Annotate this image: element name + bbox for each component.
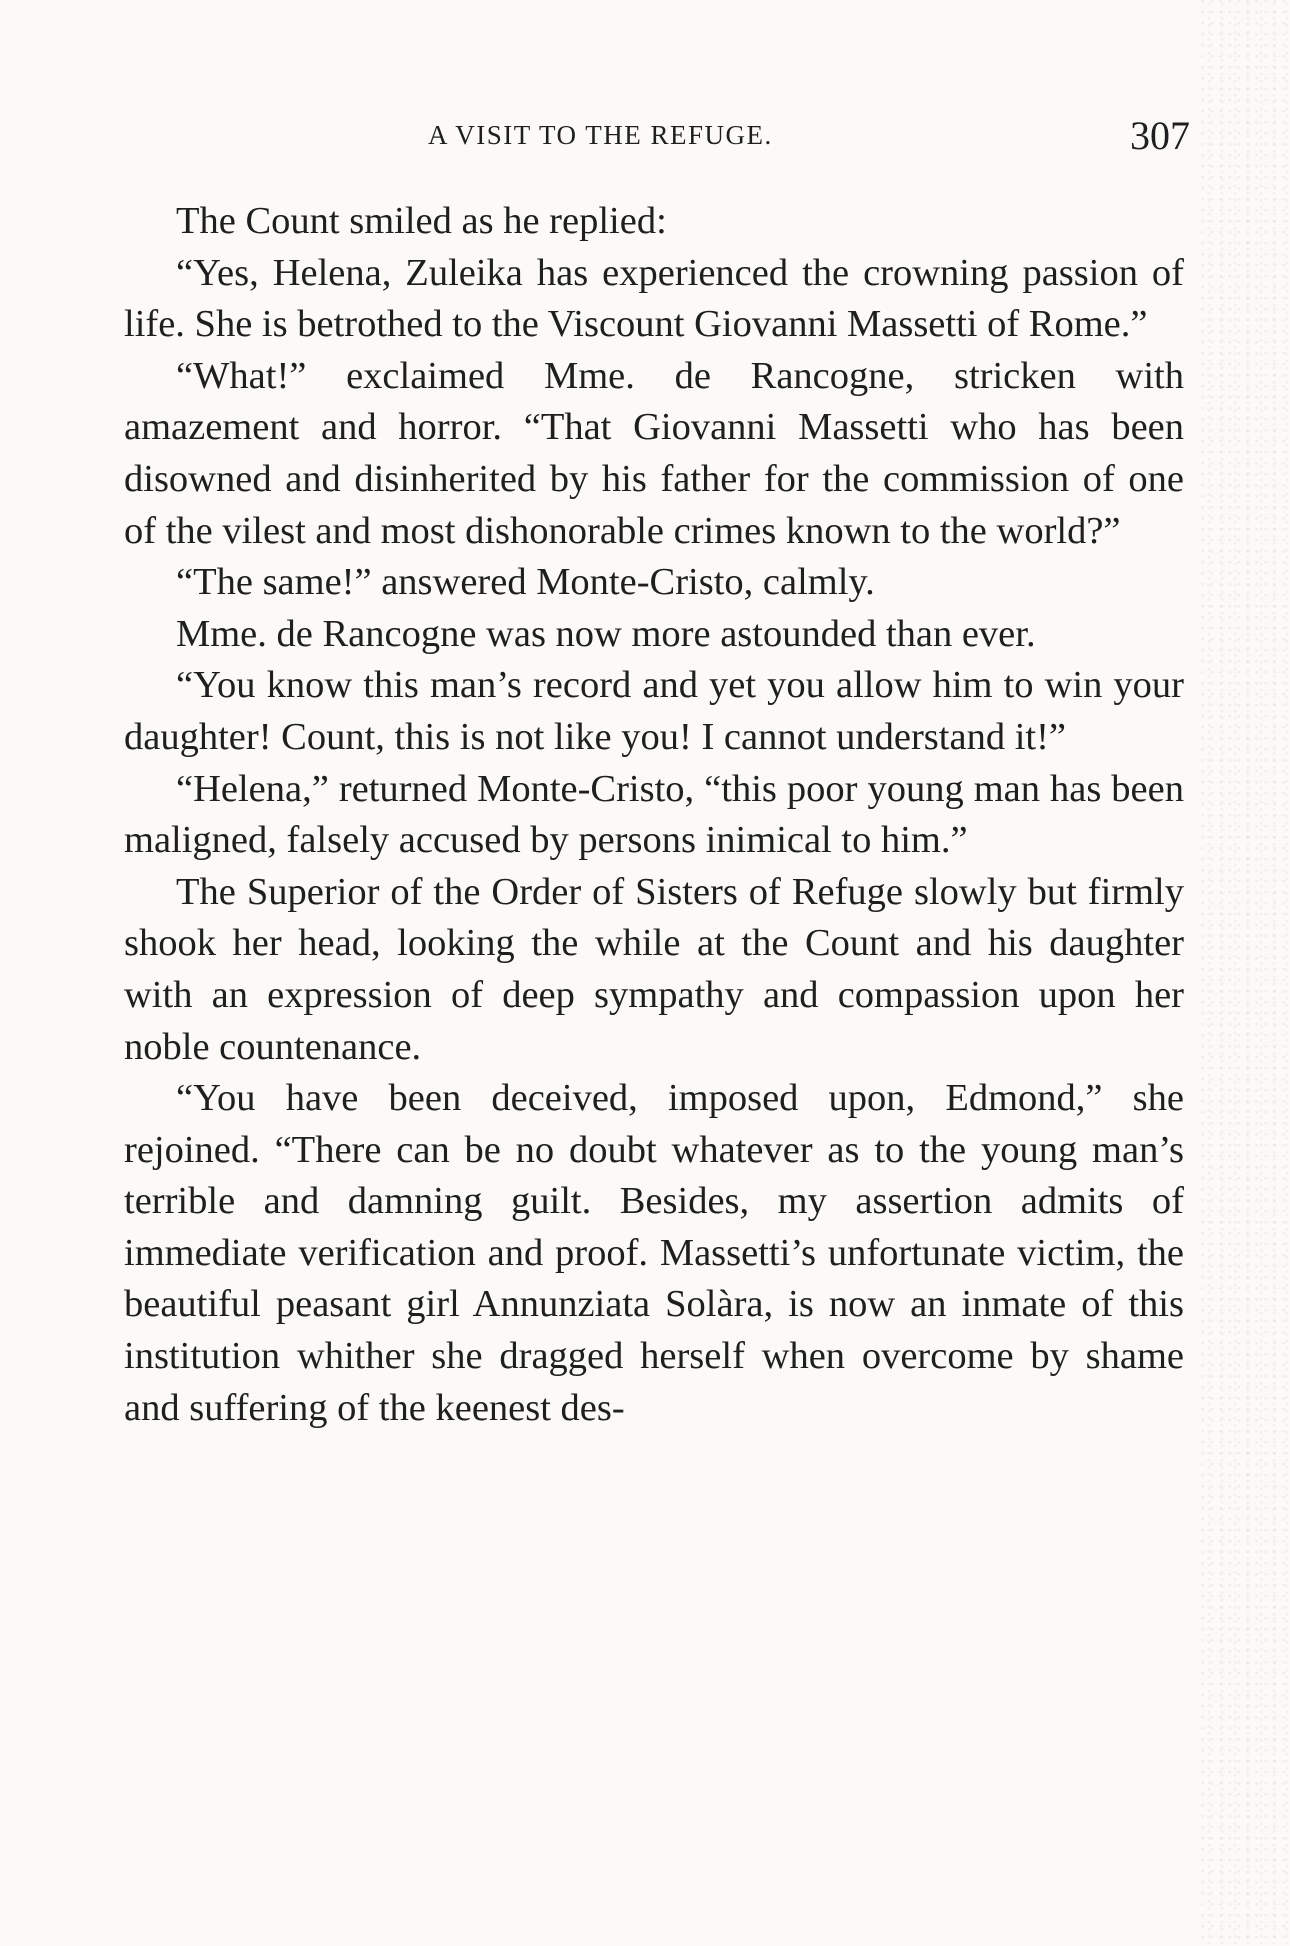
running-head xyxy=(120,112,1190,162)
body-text xyxy=(124,196,1184,1434)
running-title: A VISIT TO THE REFUGE. xyxy=(428,120,773,150)
paragraph-3: “What!” exclaimed Mme. de Rancogne, stricken with amazement and horror. “That Giovanni Massetti who has been disowned and disinherited by his father for the commission of one of the vilest and most dishonorable crimes known to the world?” xyxy=(124,354,1184,552)
paragraph-4: “The same!” answered Monte-Cristo, calmly. xyxy=(176,561,875,604)
paragraph-1: The Count smiled as he replied: xyxy=(176,200,667,242)
paragraph-8: The Superior of the Order of Sisters of Refuge slowly but firmly shook her head, looking the while at the Count and his daughter with an expression of deep sympathy and compassion upon her noble countenance. xyxy=(124,870,1184,1068)
paragraph-2: “Yes, Helena, Zuleika has experienced the crowning passion of life. She is betrothed to the Viscount Giovanni Massetti of Rome.” xyxy=(124,251,1184,346)
paragraph-7: “Helena,” returned Monte-Cristo, “this poor young man has been maligned, falsely accused by persons inimical to him.” xyxy=(124,767,1184,862)
paragraph-6: “You know this man’s record and yet you allow him to win your daughter! Count, this is not like you! I cannot understand it!” xyxy=(124,664,1184,758)
paragraph-5: Mme. de Rancogne was now more astounded than ever. xyxy=(176,612,1036,655)
paragraph-9: “You have been deceived, imposed upon, Edmond,” she rejoined. “There can be no doubt whatever as to the young man’s terrible and damning guilt. Besides, my assertion admits of immediate verification and proof. Massetti’s unfortunate victim, the beautiful peasant girl Annunziata Solàra, is now an inmate of this institution whither she dragged herself when overcome by shame and suffering of the keenest des- xyxy=(124,1077,1184,1429)
page-edge-speckle xyxy=(1200,0,1290,1946)
page-number: 307 xyxy=(1130,113,1190,158)
